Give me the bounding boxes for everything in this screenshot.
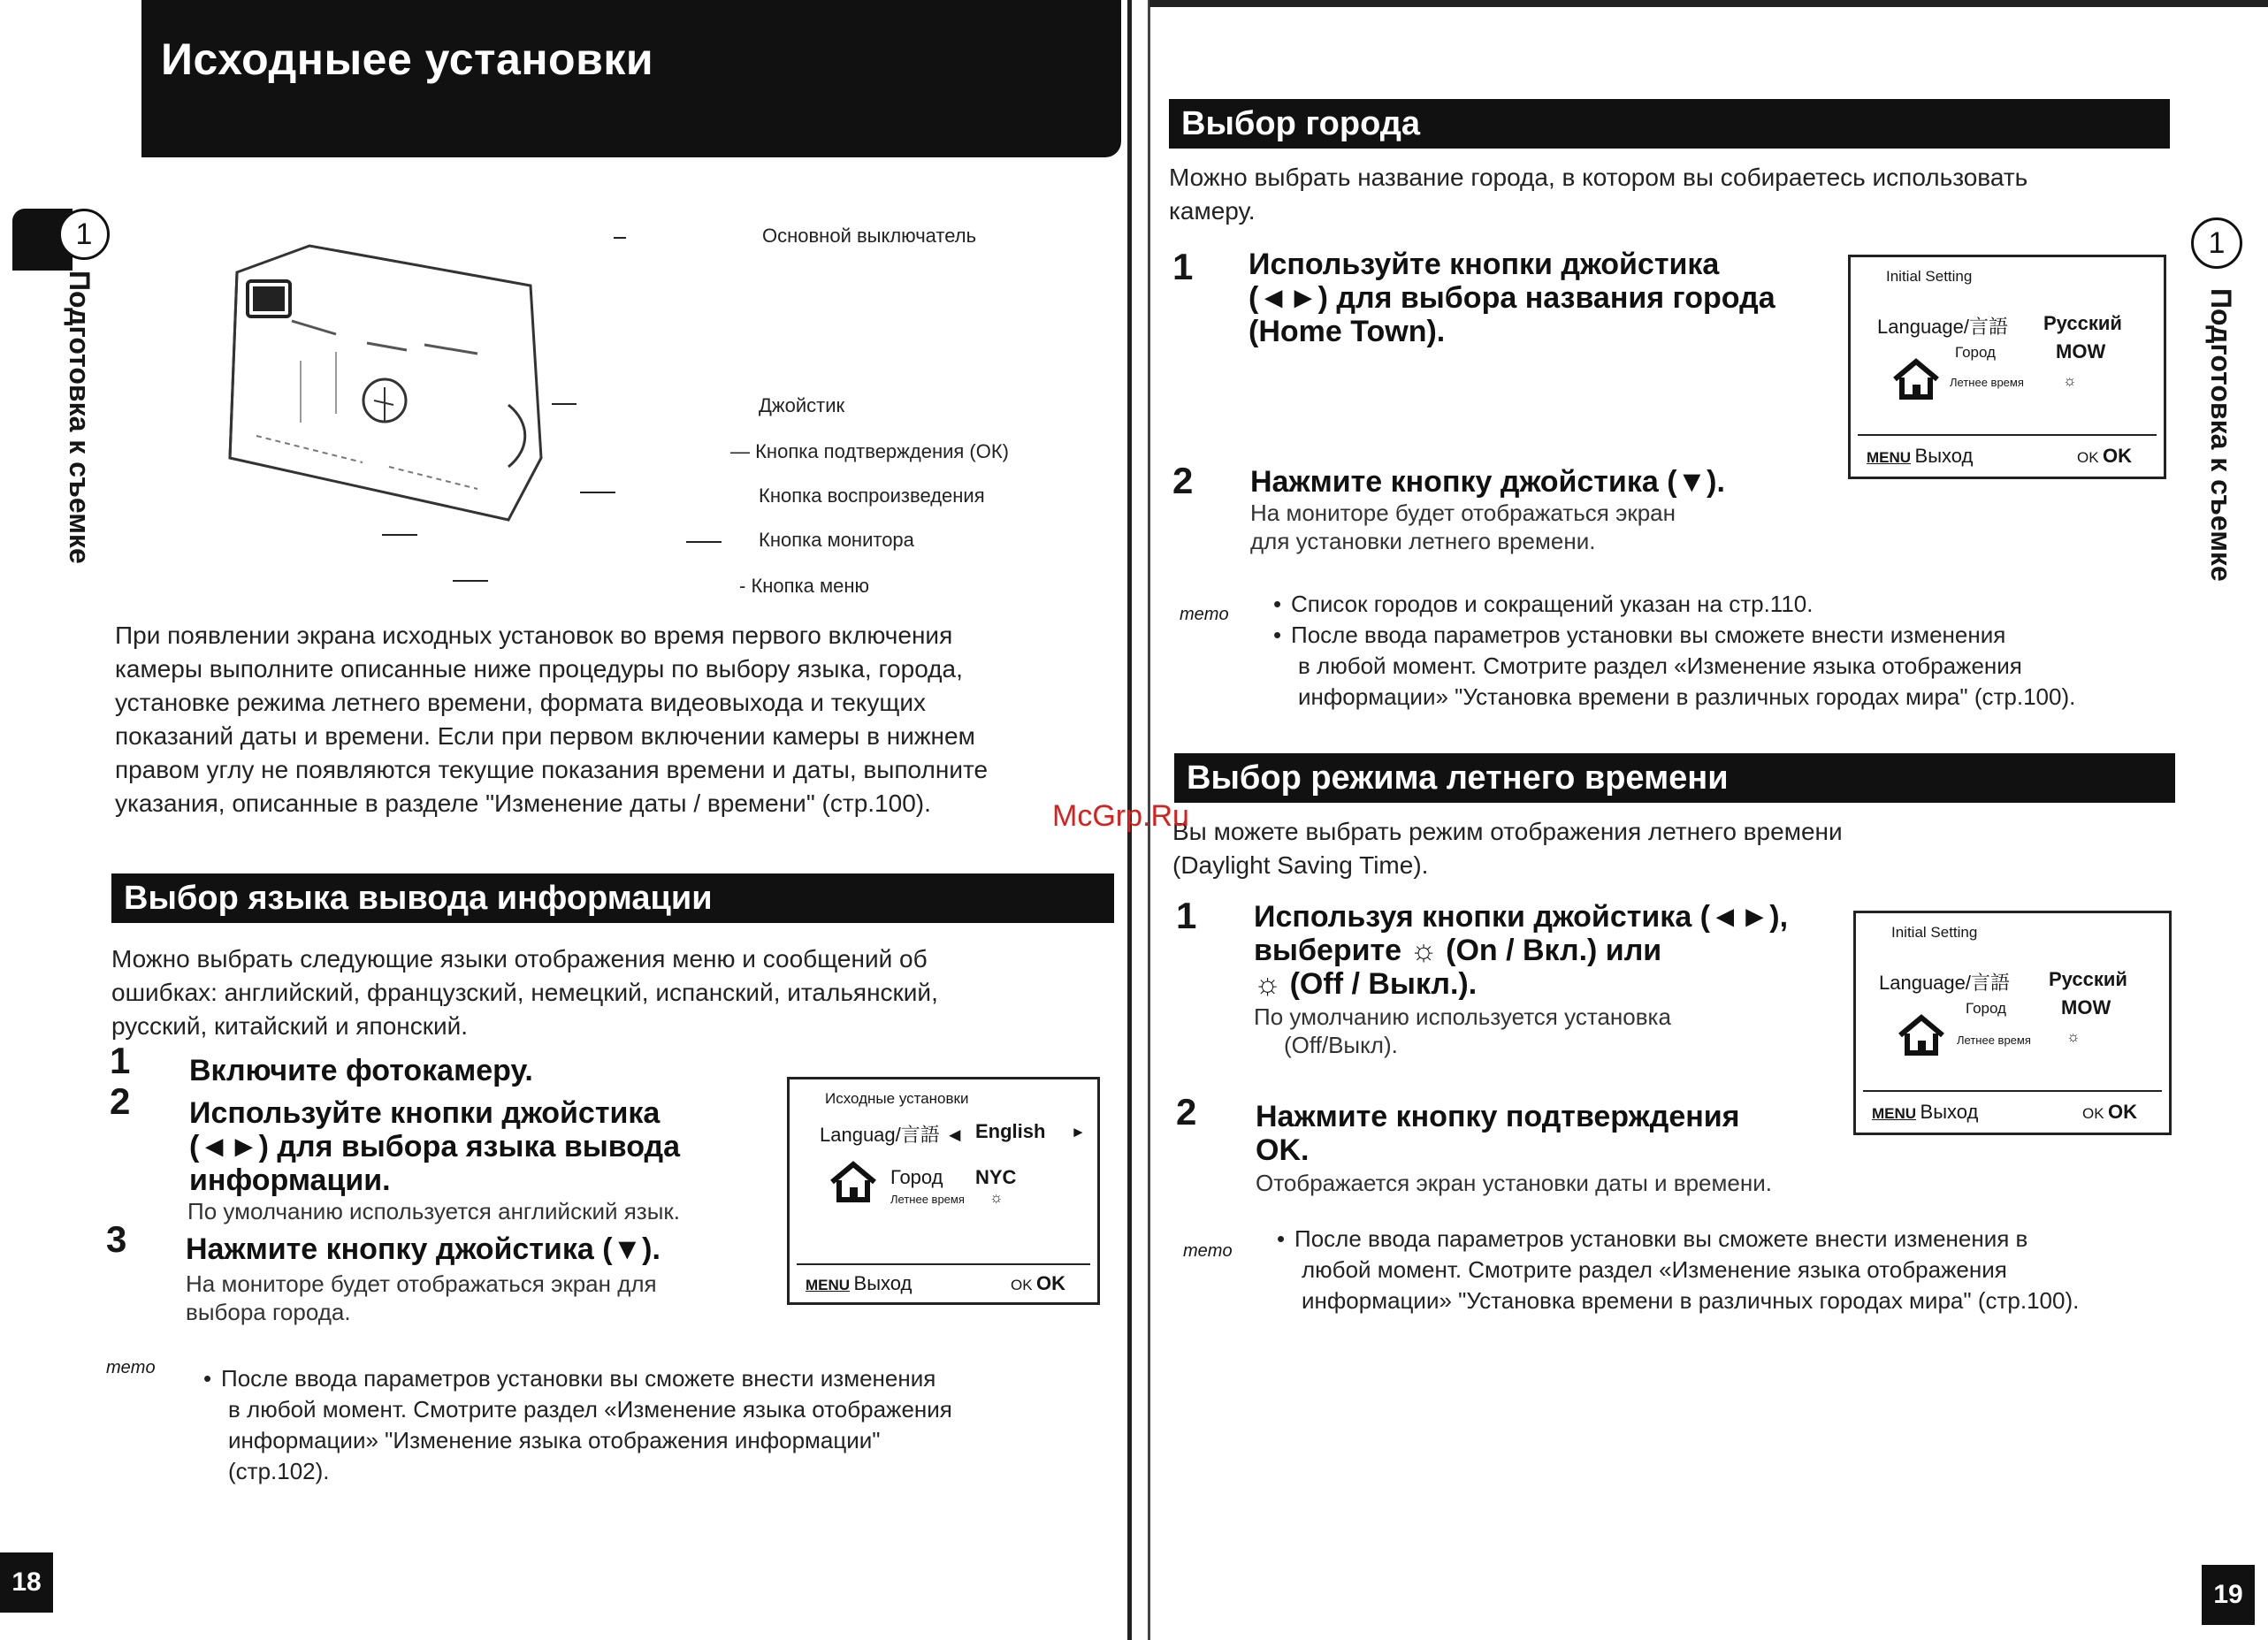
step-title: Используйте кнопки джойстика (◄►) для выбора языка вывода информации. [189,1096,681,1197]
step-note: Отображается экран установки даты и времени. [1256,1170,1772,1196]
screen-language-value: English [975,1120,1046,1142]
callout-power-switch: Основной выключатель [762,225,977,247]
home-icon [1897,1014,1946,1056]
screen-menu-exit: MENU Выход [1872,1101,1979,1123]
screen-language-label: Language/言語 [1879,972,2010,994]
step-note: На мониторе будет отображаться экран для установки летнего времени. [1250,500,1676,554]
callout-menu-button: - Кнопка меню [739,575,870,597]
city-setting-screen [1848,255,2166,479]
step-title: Включите фотокамеру. [189,1054,533,1087]
screen-dst-label: Летнее время [1950,376,2024,389]
screen-language-label: Languag/言語 ◄ [820,1124,965,1146]
step-note: По умолчанию используется установка (Off/Выкл). [1254,1003,1671,1058]
right-side-tab-text: Подготовка к съемке [2205,288,2237,582]
dst-setting-screen [1853,911,2172,1135]
step-number: 1 [110,1040,131,1081]
section-title-language: Выбор языка вывода информации [111,873,1114,923]
step-note: По умолчанию используется английский язык. [187,1198,680,1224]
memo-item: • После ввода параметров установки вы сможете внести изменения [203,1365,936,1392]
home-icon [829,1161,878,1203]
page-header [141,0,1121,157]
camera-illustration [212,237,566,529]
screen-language-label: Language/言語 [1877,316,2008,338]
screen-language-value: Русский [2049,968,2127,990]
callout-joystick: Джойстик [759,394,845,416]
memo-list: • Список городов и сокращений указан на стр.110. • После ввода параметров установки вы сможете внести изменения в любой момент. Смотрите раздел «Изменение языка отображения информации» "Установка времени в различных городах мира" (стр.100). [1273,589,2211,713]
screen-title: Initial Setting [1891,924,1978,941]
page-title: Исходныее установки [161,34,654,84]
step-number: 1 [1172,246,1194,287]
section-title-dst: Выбор режима летнего времени [1174,753,2175,803]
callout-ok-button: — Кнопка подтверждения (ОК) [730,440,1010,462]
section-intro-dst: Вы можете выбрать режим отображения летнего времени (Daylight Saving Time). [1172,818,1843,879]
screen-city-value: NYC [975,1166,1017,1188]
intro-paragraph: При появлении экрана исходных установок во время первого включения камеры выполните описанные ниже процедуры по выбору языка, города, установке режима летнего времени, формата видеовыхода и текущих показаний даты и времени. Если при первом включении камеры в нижнем правом углу не появляются текущие показания времени и даты, выполните указания, описанные в разделе "Изменение даты / времени" (стр.100). [115,622,989,817]
memo-icon: memo [106,1358,156,1377]
section-title-city: Выбор города [1169,99,2170,149]
step-number: 1 [1176,895,1197,936]
screen-city-value: MOW [2056,340,2106,362]
sun-icon: ☼ [989,1189,1004,1206]
page-number-left: 18 [0,1552,53,1613]
step-title: Нажмите кнопку подтверждения OK. [1256,1100,1740,1167]
memo-list: • После ввода параметров установки вы сможете внести изменения в любой момент. Смотрите раздел «Изменение языка отображения информации» "Изменение языка отображения информации" (стр.102). [203,1363,1123,1487]
memo-icon: memo [1180,605,1229,624]
screen-ok: OK OK [2077,445,2133,467]
callout-monitor-button: Кнопка монитора [759,529,914,551]
sun-icon: ☼ [2063,372,2077,389]
language-setting-screen [787,1077,1100,1305]
screen-dst-label: Летнее время [1957,1034,2031,1047]
watermark: McGrp.Ru [1052,799,1189,833]
section-intro-language: Можно выбрать следующие языки отображения меню и сообщений об ошибках: английский, французский, немецкий, испанский, итальянский, русский, китайский и японский. [111,945,938,1040]
step-note: На мониторе будет отображаться экран для выбора города. [186,1270,657,1325]
memo-item: • Список городов и сокращений указан на стр.110. [1273,591,1814,617]
right-side-tab-number: 1 [2191,217,2242,269]
step-title: Нажмите кнопку джойстика (▼). [186,1232,661,1266]
screen-ok: OK OK [2082,1101,2138,1123]
memo-item: • После ввода параметров установки вы сможете внести изменения в [1277,1225,2028,1252]
screen-title: Initial Setting [1886,268,1973,285]
screen-ok: OK OK [1011,1272,1066,1294]
memo-icon: memo [1183,1241,1233,1261]
step-title: Используя кнопки джойстика (◄►), выберите ☼ (On / Вкл.) или ☼ (Off / Выкл.). [1254,900,1789,1001]
screen-language-value: Русский [2043,312,2122,334]
callout-playback-button: Кнопка воспроизведения [759,484,985,507]
left-side-tab-text: Подготовка к съемке [64,271,95,564]
memo-item: • После ввода параметров установки вы сможете внести изменения [1273,622,2006,648]
screen-city-label: Город [890,1166,943,1188]
page-number-right: 19 [2202,1565,2255,1625]
step-number: 2 [110,1080,131,1122]
screen-city-label: Город [1966,1000,2006,1017]
sun-icon: ☼ [2066,1028,2081,1045]
step-title: Нажмите кнопку джойстика (▼). [1250,465,1725,499]
screen-title: Исходные установки [825,1090,969,1107]
section-intro-city: Можно выбрать название города, в котором вы собираетесь использовать камеру. [1169,164,2028,225]
arrow-right-icon: ► [1071,1124,1086,1140]
camera-drawing [212,237,566,529]
left-side-tab-number: 1 [58,209,110,260]
screen-menu-exit: MENU Выход [1867,445,1974,467]
screen-city-value: MOW [2061,996,2111,1018]
step-number: 3 [106,1218,127,1260]
step-title: Используйте кнопки джойстика (◄►) для выбора названия города (Home Town). [1249,248,1775,348]
screen-menu-exit: MENU Выход [806,1272,913,1294]
step-number: 2 [1176,1091,1197,1133]
home-icon [1891,358,1941,400]
screen-dst-label: Летнее время [890,1193,965,1206]
step-number: 2 [1172,460,1194,501]
screen-city-label: Город [1955,344,1996,361]
top-rule [1149,0,2268,7]
memo-list: • После ввода параметров установки вы сможете внести изменения в любой момент. Смотрите раздел «Изменение языка отображения информации» "Установка времени в различных городах мира" (стр.100). [1277,1224,2214,1316]
